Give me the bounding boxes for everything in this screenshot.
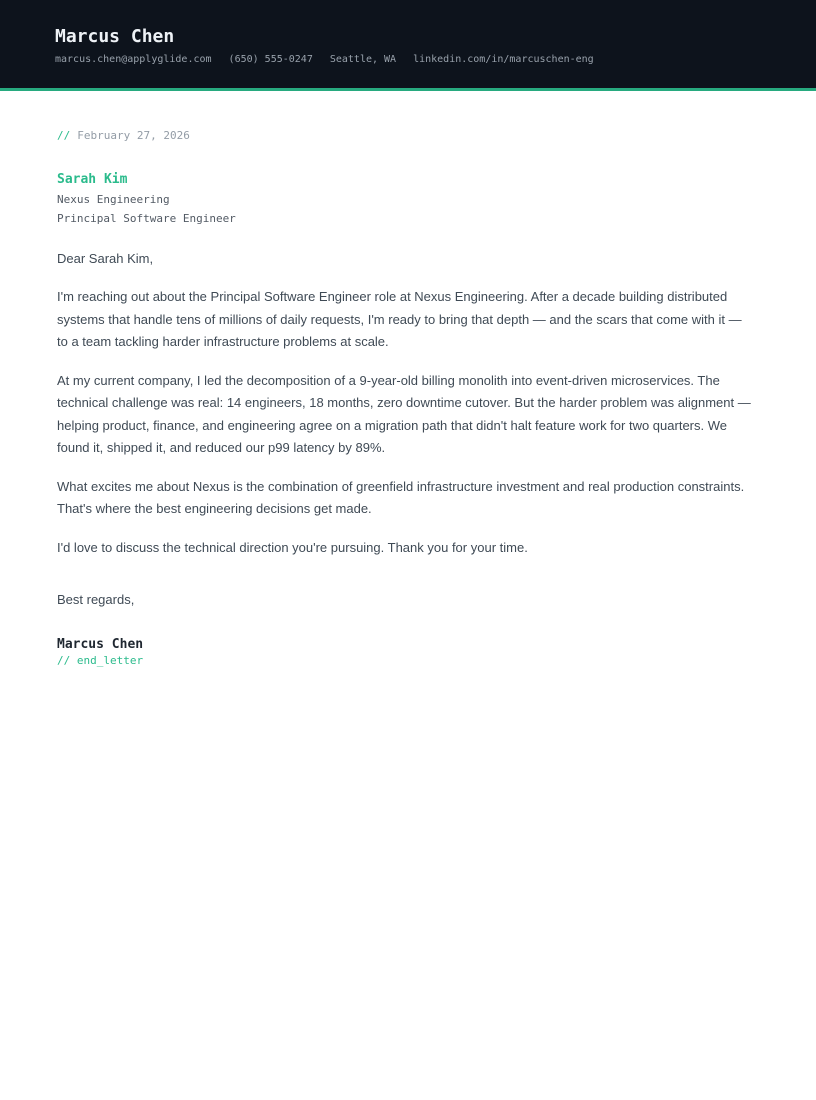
letter-date [57, 128, 755, 143]
body-paragraph-3: What excites me about Nexus is the combination of greenfield infrastructure investment and real production constraints. That's where the best engineering decisions get made. [57, 478, 745, 516]
body-paragraph-2: At my current company, I led the decomposition of a 9-year-old billing monolith into event-driven microservices. The technical challenge was real: 14 engineers, 18 months, zero downtime cutover. But the harder problem was alignment — helping product, finance, and engineering agree on a migration path that didn't halt feature work for two quarters. We found it, shipped it, and reduced our p99 latency by 89%. [57, 372, 751, 455]
end-letter-marker: // end_letter [57, 653, 144, 667]
signature-name: Marcus Chen [57, 636, 144, 652]
body-paragraph-4: I'd love to discuss the technical direction you're pursuing. Thank you for your time. [57, 539, 528, 555]
recipient-block [57, 170, 755, 229]
letter-header [0, 0, 816, 91]
closing: Best regards, [57, 592, 135, 607]
date-comment-prefix: // [57, 129, 71, 142]
signature-block [57, 637, 755, 668]
recipient-company: Nexus Engineering [57, 192, 170, 206]
sender-name: Marcus Chen [55, 26, 175, 47]
contact-phone: (650) 555-0247 [228, 54, 313, 65]
recipient-role: Principal Software Engineer [57, 212, 236, 225]
contact-linkedin: linkedin.com/in/marcuschen-eng [413, 54, 594, 65]
contact-location: Seattle, WA [329, 54, 397, 65]
contact-line [55, 53, 754, 66]
date-text: February 27, 2026 [77, 129, 190, 142]
salutation: Dear Sarah Kim, [57, 250, 154, 266]
contact-email: marcus.chen@applyglide.com [55, 54, 212, 65]
letter-body [0, 128, 816, 668]
body-paragraph-1: I'm reaching out about the Principal Software Engineer role at Nexus Engineering. After a decade building distributed systems that handle tens of millions of daily requests, I'm ready to bring that depth — and the scars that come with it — to a team tackling harder infrastructure problems at scale. [57, 289, 742, 349]
recipient-name: Sarah Kim [57, 172, 128, 187]
